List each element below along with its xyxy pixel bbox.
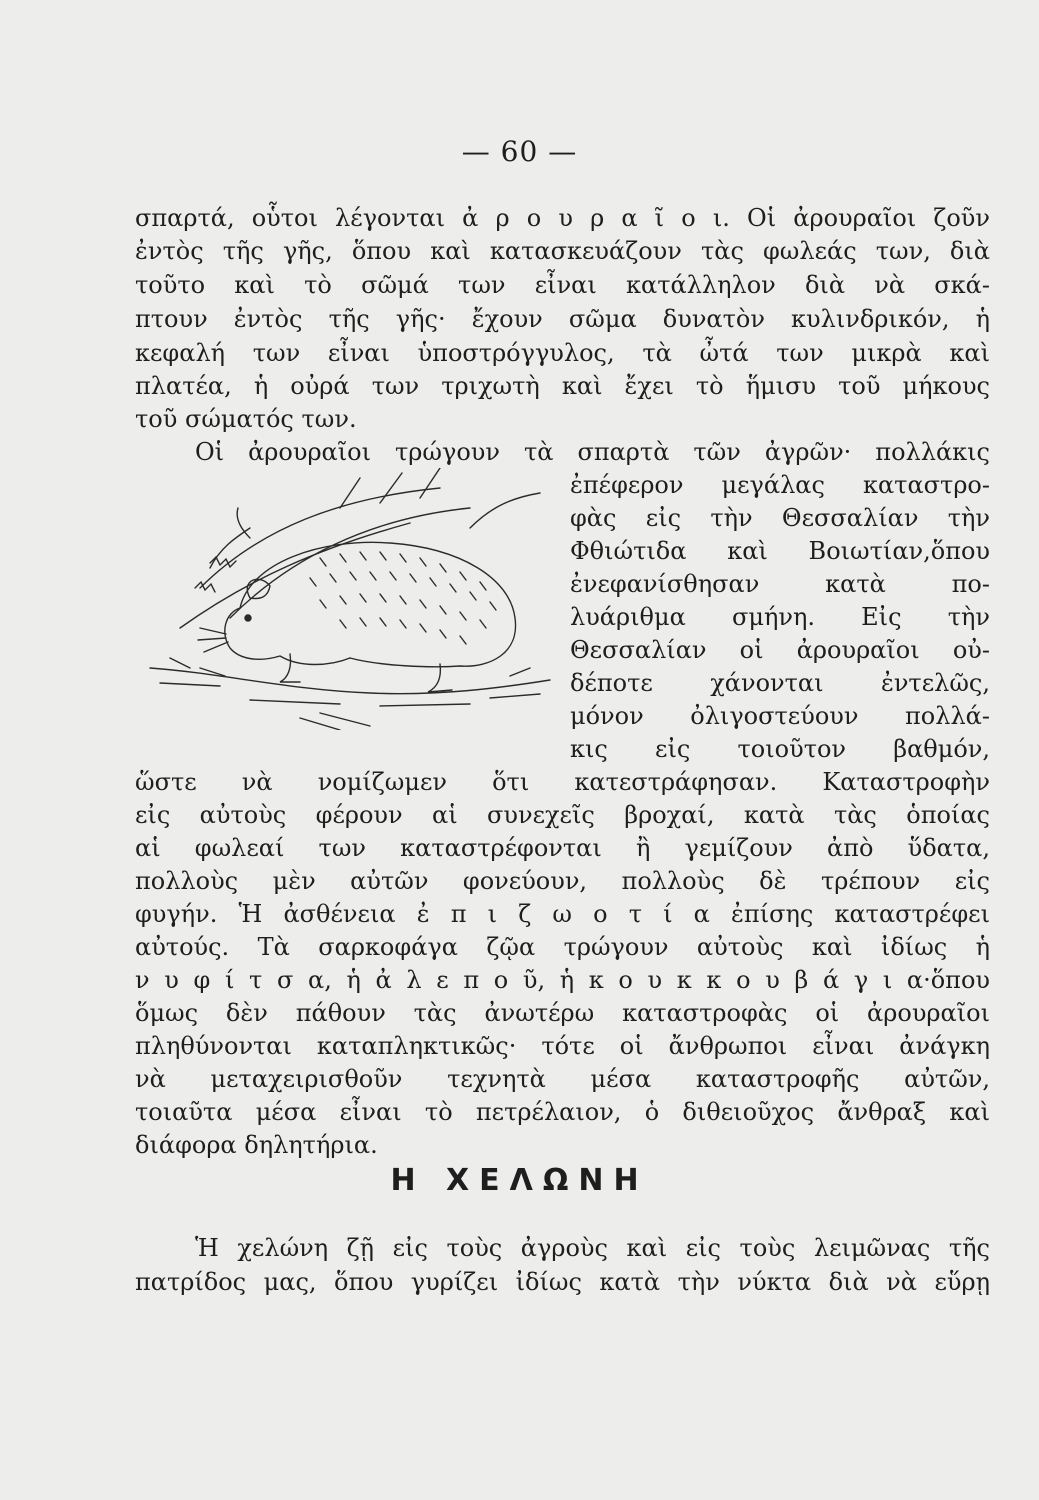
text-line: πατρίδος μας, ὅπου γυρίζει ἰδίως κατὰ τὴν νύκτα διὰ νὰ εὕρῃ [135,1268,990,1296]
text-line: Οἱ ἀρουραῖοι τρώγουν τὰ σπαρτὰ τῶν ἀγρῶν· πολλάκις [195,438,990,466]
text-line: αὐτούς. Τὰ σαρκοφάγα ζῷα τρώγουν αὐτοὺς καὶ ἰδίως ἡ [135,933,990,961]
page-number: — 60 — [461,135,578,168]
text-line: λυάριθμα σμήνη. Εἰς τὴν [570,603,990,631]
text-line: τοῦτο καὶ τὸ σῶμά των εἶναι κατάλληλον διὰ νὰ σκά- [135,271,990,299]
text-line: διάφορα δηλητήρια. [135,1131,378,1159]
text-line: νὰ μεταχειρισθοῦν τεχνητὰ μέσα καταστροφῆς αὐτῶν, [135,1065,990,1093]
text-line: ν υ φ ί τ σ α, ἡ ἀ λ ε π ο ῦ, ἡ κ ο υ κ κ ο υ β ά γ ι α·ὅπου [135,966,990,994]
text-line: ἐνεφανίσθησαν κατὰ πο- [570,570,990,598]
text-line: πτουν ἐντὸς τῆς γῆς· ἔχουν σῶμα δυνατὸν κυλινδρικόν, ἡ [135,305,990,333]
text-line: ὅμως δὲν πάθουν τὰς ἀνωτέρω καταστροφὰς οἱ ἀρουραῖοι [135,999,990,1027]
text-line: ἐπέφερον μεγάλας καταστρο- [570,471,990,499]
text-line: κεφαλή των εἶναι ὑποστρόγγυλος, τὰ ὦτά των μικρὰ καὶ [135,339,990,367]
text-line: Ἡ χελώνη ζῇ εἰς τοὺς ἀγροὺς καὶ εἰς τοὺς λειμῶνας τῆς [195,1234,990,1262]
text-line: ὥστε νὰ νομίζωμεν ὅτι κατεστράφησαν. Καταστροφὴν [135,768,990,796]
text-line: εἰς αὐτοὺς φέρουν αἱ συνεχεῖς βροχαί, κατὰ τὰς ὁποίας [135,801,990,829]
field-mouse-illustration [140,468,558,730]
section-heading: Η ΧΕΛΩΝΗ [390,1163,649,1198]
text-line: Φθιώτιδα καὶ Βοιωτίαν,ὅπου [570,537,990,565]
text-line: μόνον ὀλιγοστεύουν πολλά- [570,702,990,730]
text-line: αἱ φωλεαί των καταστρέφονται ἢ γεμίζουν ἀπὸ ὕδατα, [135,834,990,862]
text-line: τοῦ σώματός των. [135,405,357,433]
text-line: πολλοὺς μὲν αὐτῶν φονεύουν, πολλοὺς δὲ τρέπουν εἰς [135,867,990,895]
text-line: ἐντὸς τῆς γῆς, ὅπου καὶ κατασκευάζουν τὰς φωλεάς των, διὰ [135,237,990,265]
text-line: φυγήν. Ἡ ἀσθένεια ἐ π ι ζ ω ο τ ί α ἐπίσης καταστρέφει [135,900,990,928]
text-line: φὰς εἰς τὴν Θεσσαλίαν τὴν [570,504,990,532]
text-line: δέποτε χάνονται ἐντελῶς, [570,669,990,697]
text-line: Θεσσαλίαν οἱ ἀρουραῖοι οὐ- [570,636,990,664]
text-line: σπαρτά, οὗτοι λέγονται ἀ ρ ο υ ρ α ῖ ο ι. Οἱ ἀρουραῖοι ζοῦν [135,204,990,232]
text-line: πληθύνονται καταπληκτικῶς· τότε οἱ ἄνθρωποι εἶναι ἀνάγκη [135,1032,990,1060]
text-line: τοιαῦτα μέσα εἶναι τὸ πετρέλαιον, ὁ διθειοῦχος ἄνθραξ καὶ [135,1098,990,1126]
text-line: πλατέα, ἡ οὐρά των τριχωτὴ καὶ ἔχει τὸ ἥμισυ τοῦ μήκους [135,372,990,400]
text-line: κις εἰς τοιοῦτον βαθμόν, [570,735,990,763]
